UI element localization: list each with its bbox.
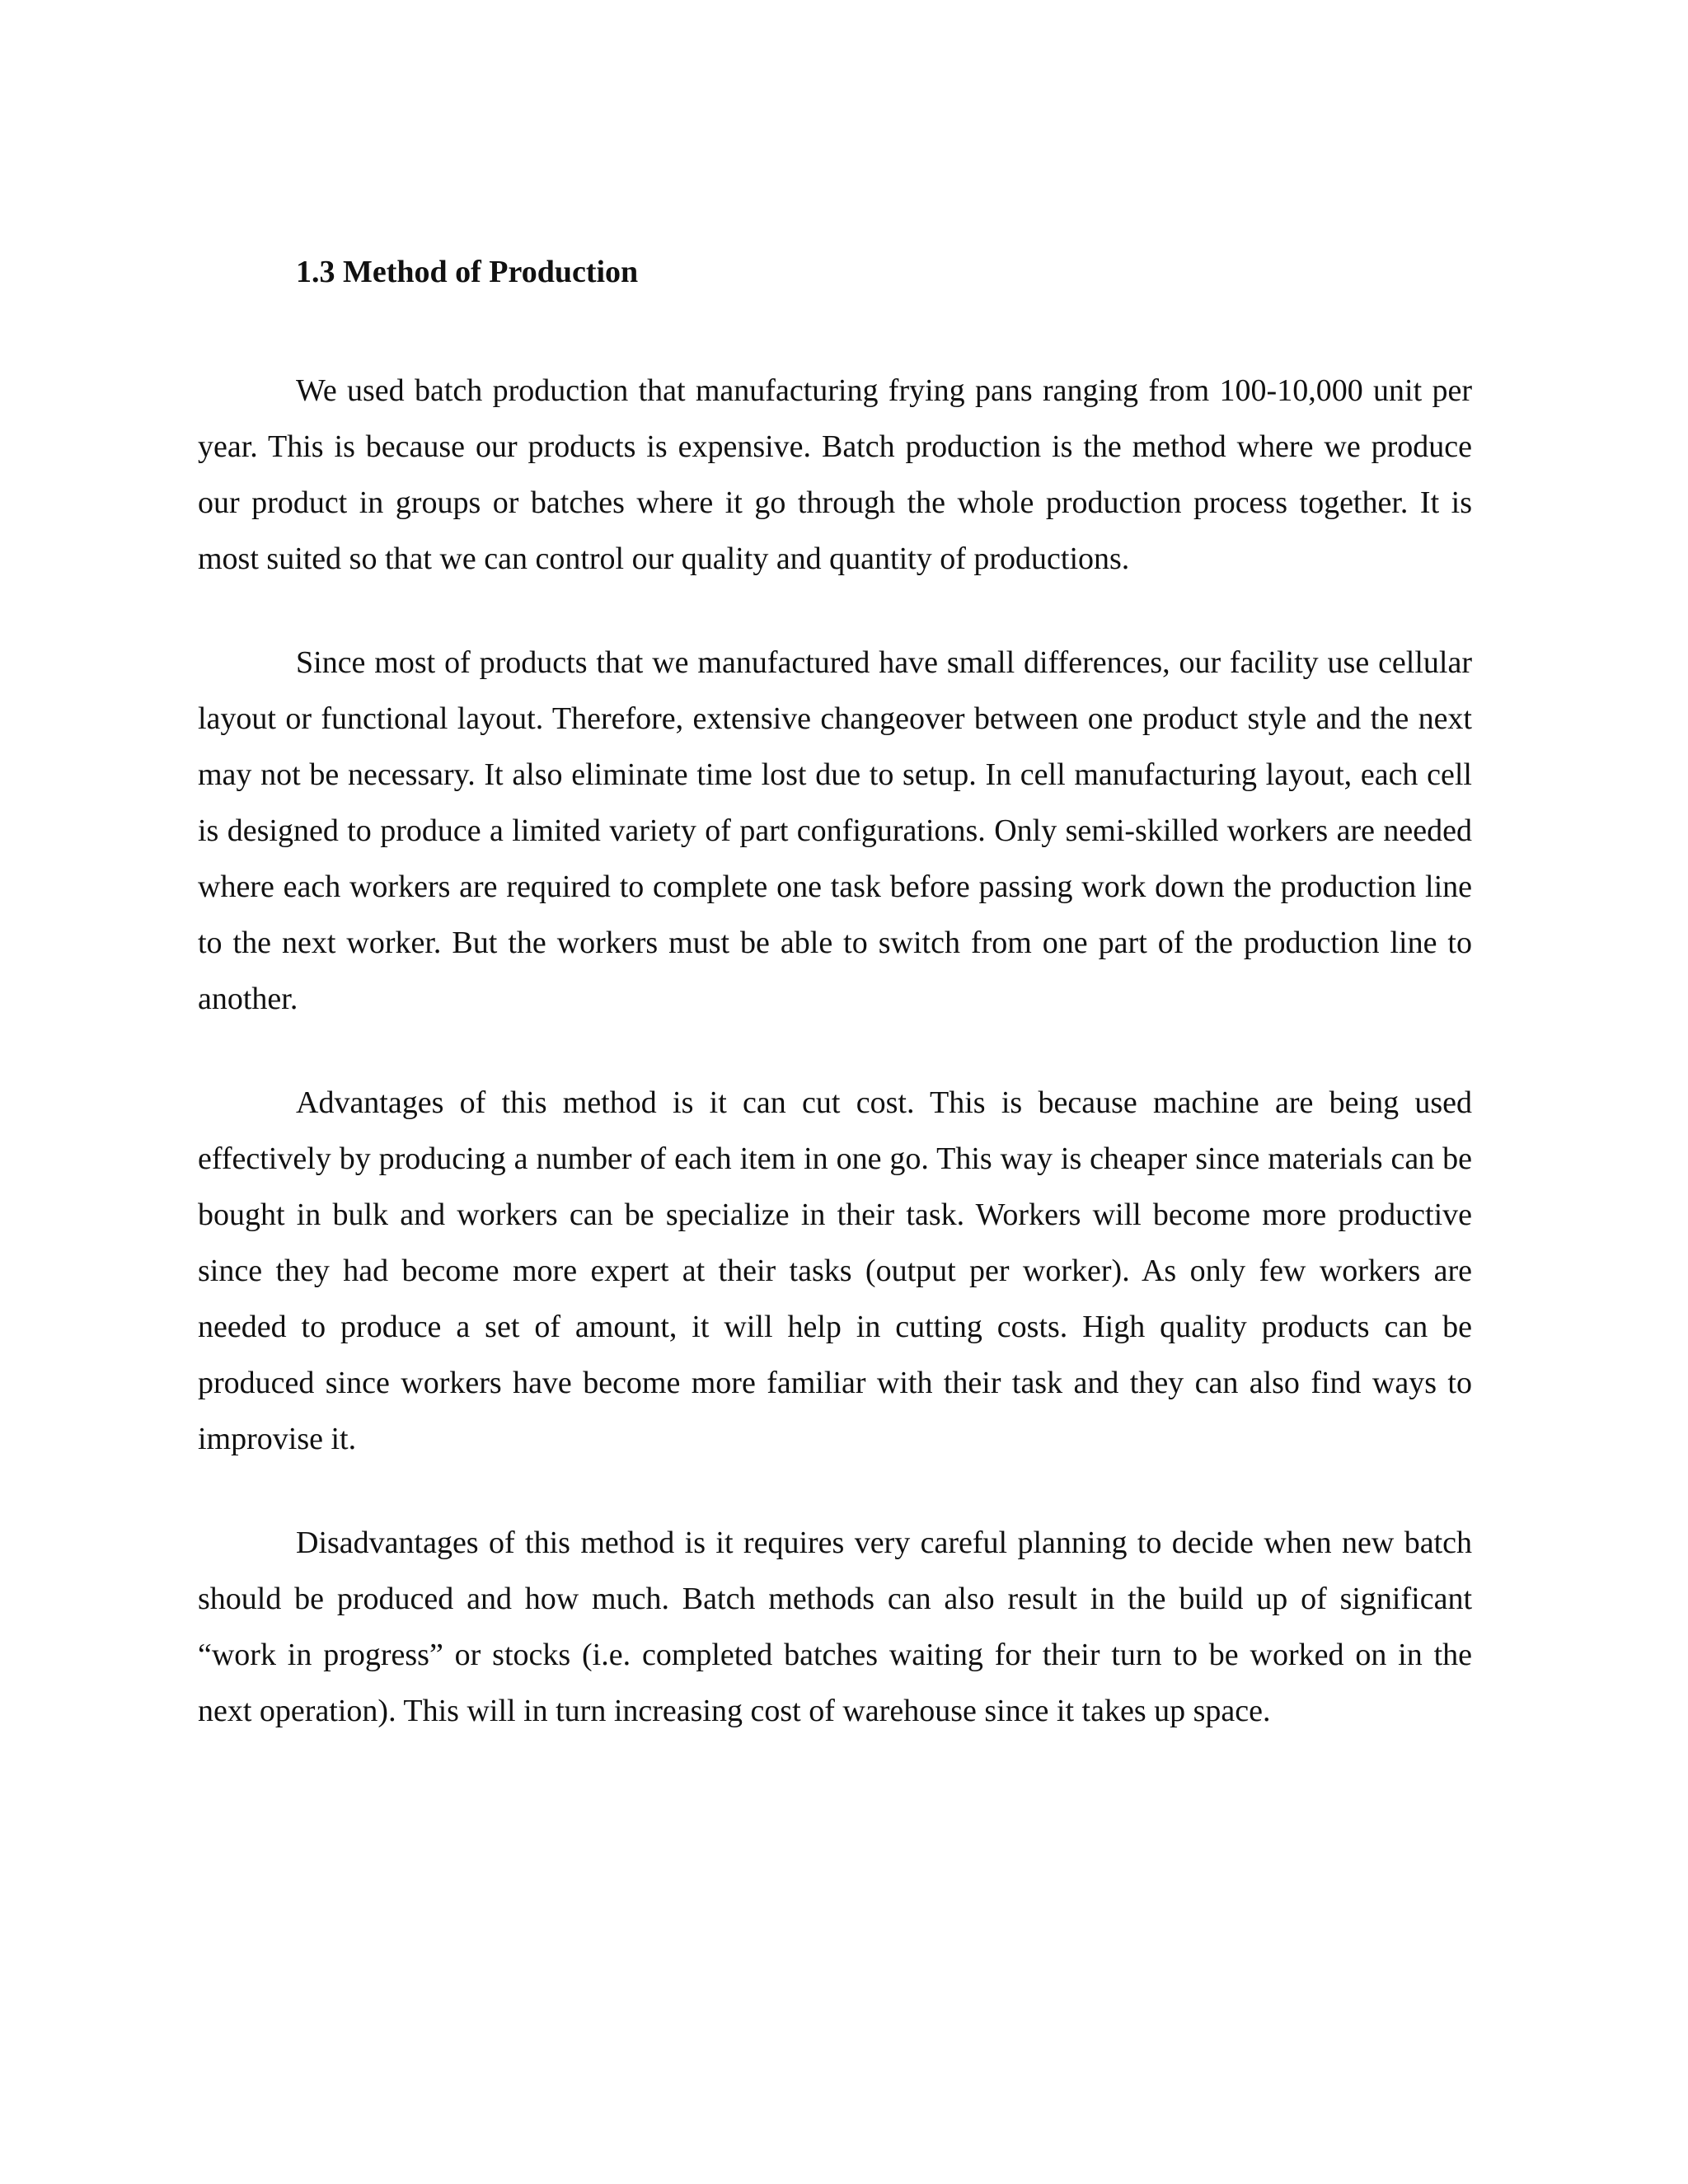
paragraph-disadvantages: Disadvantages of this method is it requires very careful planning to decide when new batch should be produced and how much. Batch methods can also result in the build up of significant “work in progress” or stocks (i.e. completed batches waiting for their turn to be worked on in the next operation). This will in turn increasing cost of warehouse since it takes up space.: [198, 1526, 1472, 1728]
section-heading: 1.3 Method of Production: [296, 255, 639, 289]
paragraph-advantages: Advantages of this method is it can cut cost. This is because machine are being used effectively by producing a number of each item in one go. This way is cheaper since materials can be bought in bulk and workers can be specialize in their task. Workers will become more productive since they had become more expert at their tasks (output per worker). As only few workers are needed to produce a set of amount, it will help in cutting costs. High quality products can be produced since workers have become more familiar with their task and they can also find ways to improvise it.: [198, 1085, 1472, 1456]
section-body: [198, 363, 1472, 1787]
paragraph-facility-layout: Since most of products that we manufactured have small differences, our facility use cellular layout or functional layout. Therefore, extensive changeover between one product style and the next may not be necessary. It also eliminate time lost due to setup. In cell manufacturing layout, each cell is designed to produce a limited variety of part configurations. Only semi-skilled workers are needed where each workers are required to complete one task before passing work down the production line to the next worker. But the workers must be able to switch from one part of the production line to another.: [198, 645, 1472, 1016]
paragraph-batch-production: We used batch production that manufacturing frying pans ranging from 100-10,000 unit per year. This is because our products is expensive. Batch production is the method where we produce our product in groups or batches where it go through the whole production process together. It is most suited so that we can control our quality and quantity of productions.: [198, 373, 1472, 576]
